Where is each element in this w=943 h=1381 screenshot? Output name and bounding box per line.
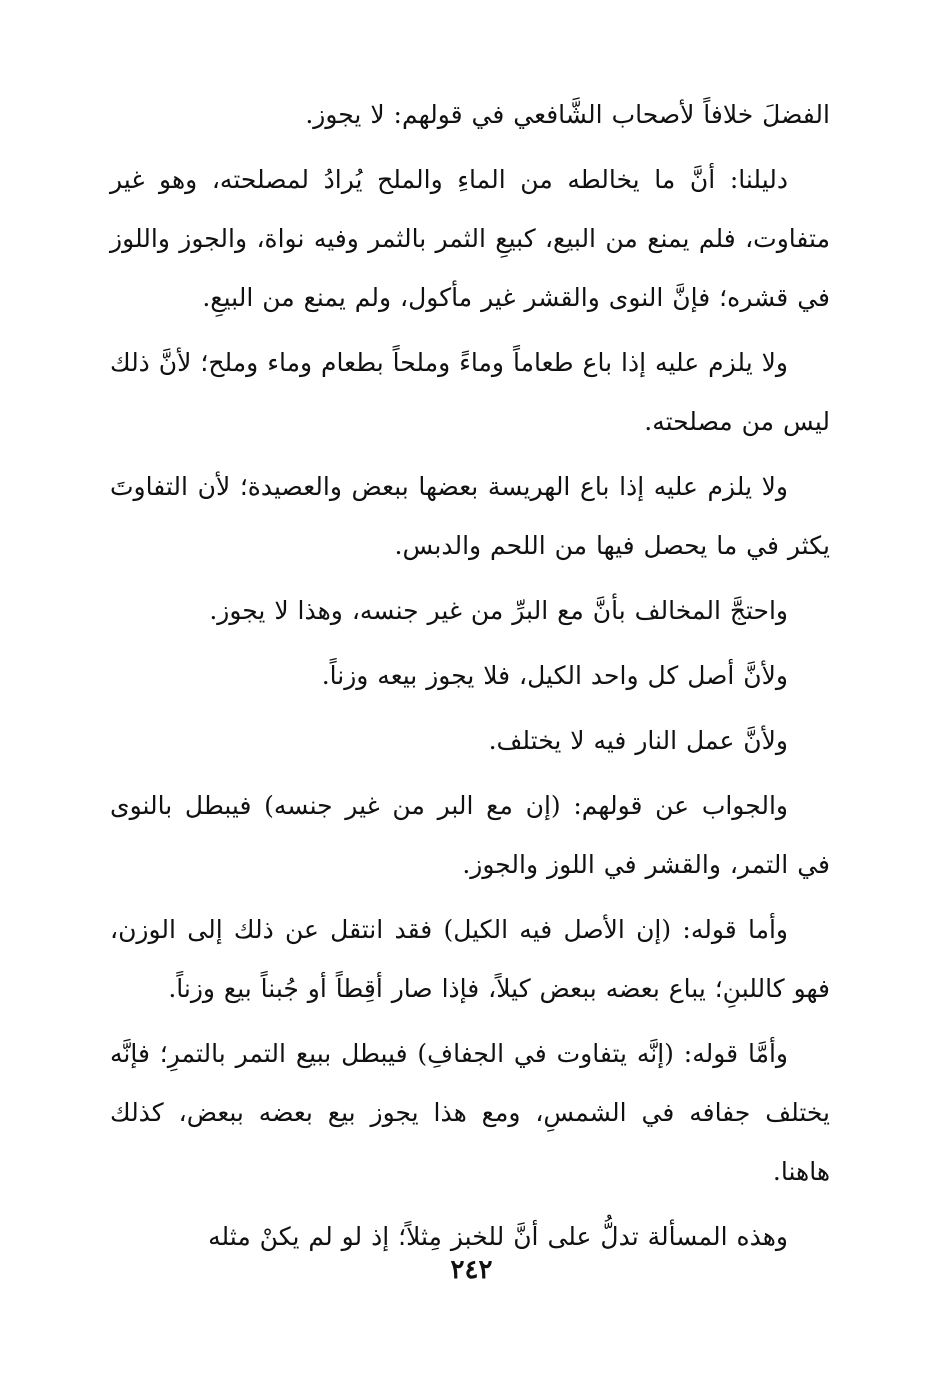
- paragraph-1: الفضلَ خلافاً لأصحاب الشَّافعي في قولهم: لا يجوز.: [305, 100, 830, 129]
- paragraph-10: وأمَّا قوله: (إنَّه يتفاوت في الجفافِ) فيبطل ببيع التمر بالتمرِ؛ فإنَّه يختلف جفافه في الشمسِ، ومع هذا يجوز بيع بعضه ببعض، كذلك هاهنا.: [110, 1039, 830, 1186]
- paragraph-2: دليلنا: أنَّ ما يخالطه من الماءِ والملح يُرادُ لمصلحته، وهو غير متفاوت، فلم يمنع من البيع، كبيعِ الثمر بالثمر وفيه نواة، والجوز واللوز في قشره؛ فإنَّ النوى والقشر غير مأكول، ولم يمنع من البيعِ.: [110, 165, 830, 312]
- paragraph-11: وهذه المسألة تدلُّ على أنَّ للخبز مِثلاً؛ إذ لو لم يكنْ مثله: [208, 1222, 788, 1251]
- paragraph-7: ولأنَّ عمل النار فيه لا يختلف.: [488, 726, 788, 755]
- paragraph-9: وأما قوله: (إن الأصل فيه الكيل) فقد انتقل عن ذلك إلى الوزن، فهو كاللبنِ؛ يباع بعضه ببعض كيلاً، فإذا صار أقِطاً أو جُبناً بيع وزناً.: [110, 915, 830, 1003]
- paragraph-8: والجواب عن قولهم: (إن مع البر من غير جنسه) فيبطل بالنوى في التمر، والقشر في اللوز والجوز.: [110, 791, 830, 879]
- page-number: ٢٤٢: [450, 1255, 493, 1285]
- page-body: [110, 85, 830, 1285]
- paragraph-4: ولا يلزم عليه إذا باع الهريسة بعضها ببعض والعصيدة؛ لأن التفاوتَ يكثر في ما يحصل فيها من اللحم والدبس.: [110, 472, 830, 560]
- paragraph-5: واحتجَّ المخالف بأنَّ مع البرِّ من غير جنسه، وهذا لا يجوز.: [209, 596, 788, 625]
- paragraph-6: ولأنَّ أصل كل واحد الكيل، فلا يجوز بيعه وزناً.: [321, 661, 788, 690]
- paragraph-3: ولا يلزم عليه إذا باع طعاماً وماءً وملحاً بطعام وماء وملح؛ لأنَّ ذلك ليس من مصلحته.: [110, 348, 830, 436]
